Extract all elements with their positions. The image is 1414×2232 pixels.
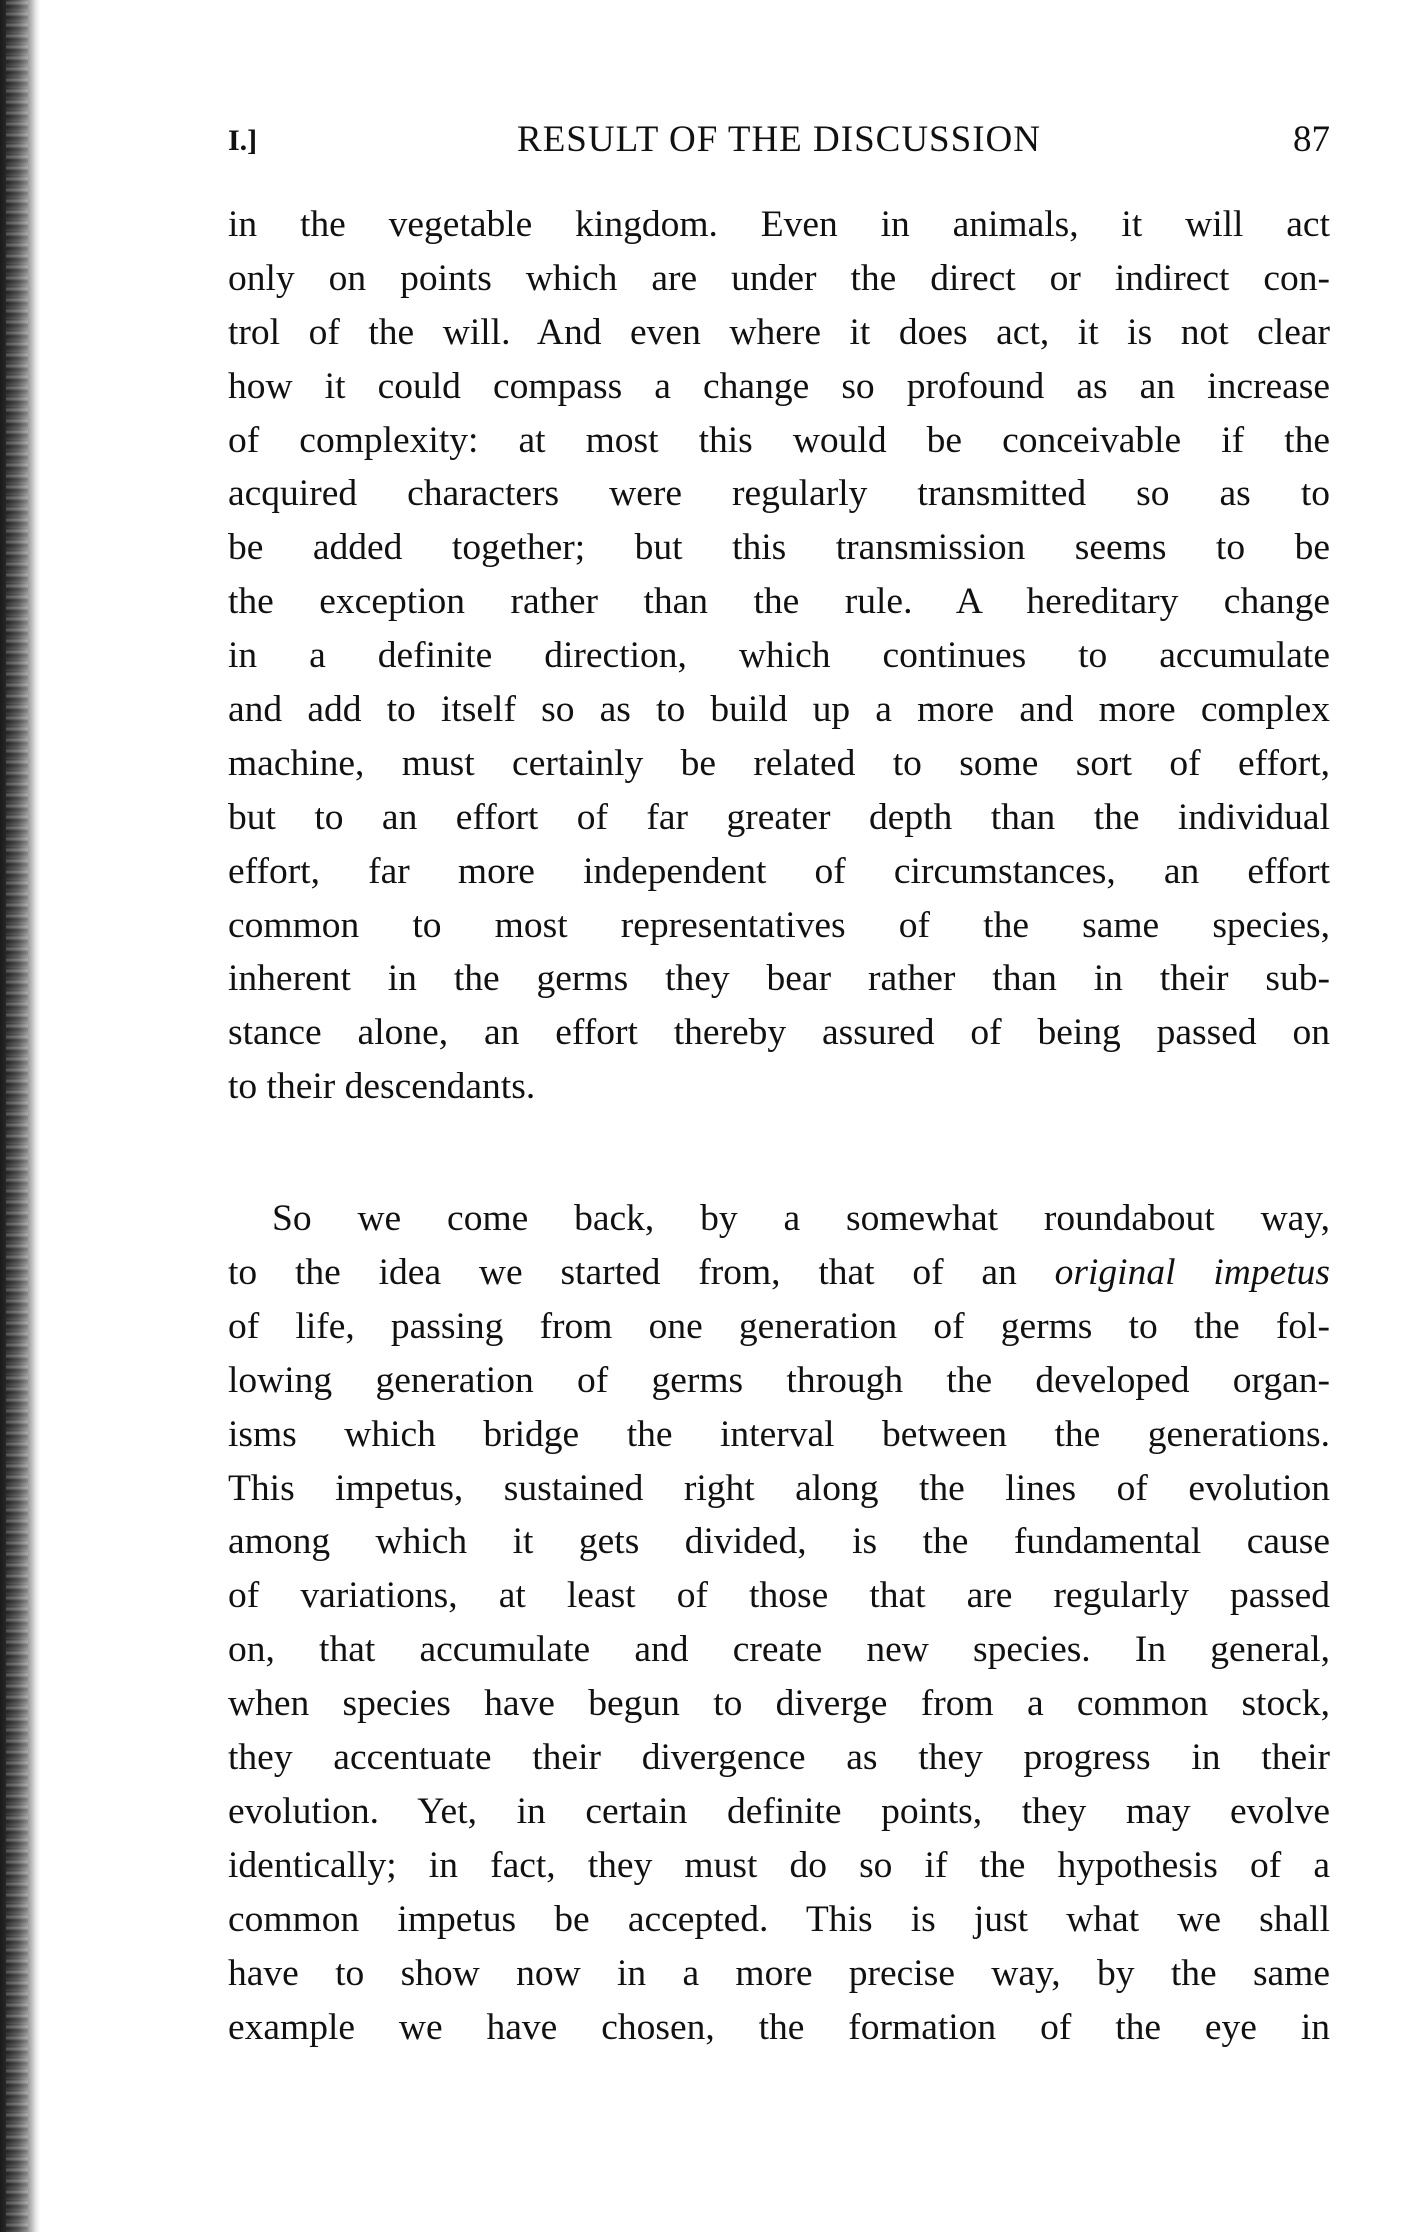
text-line: the exception rather than the rule. A hereditary change	[228, 581, 1330, 623]
text-line: to their descendants.	[228, 1066, 536, 1108]
text-line: be added together; but this transmission seems to be	[228, 527, 1330, 569]
text-line: inherent in the germs they bear rather than in their sub-	[228, 958, 1330, 1000]
text-line: in a definite direction, which continues to accumulate	[228, 635, 1330, 677]
text-line: machine, must certainly be related to some sort of effort,	[228, 742, 1330, 784]
text-line: when species have begun to diverge from a common stock,	[228, 1683, 1330, 1725]
text-line: of life, passing from one generation of germs to the fol-	[228, 1305, 1330, 1347]
text-line: among which it gets divided, is the fundamental cause	[228, 1521, 1330, 1563]
text-line: they accentuate their divergence as they progress in their	[228, 1737, 1330, 1779]
text-line: but to an effort of far greater depth than the individual	[228, 796, 1330, 838]
paragraph-gap	[228, 1114, 1330, 1192]
running-title: RESULT OF THE DISCUSSION	[517, 119, 1041, 160]
text-line: lowing generation of germs through the developed organ-	[228, 1359, 1330, 1401]
text-line: trol of the will. And even where it does act, it is not clear	[228, 311, 1330, 353]
page-number: 87	[1293, 119, 1330, 160]
text-line: example we have chosen, the formation of the eye in	[228, 2006, 1330, 2048]
italic-phrase: original impetus	[1054, 1252, 1330, 1294]
paragraph-2	[228, 1192, 1330, 2054]
text-line: have to show now in a more precise way, by the same	[228, 1952, 1330, 1994]
text-line: evolution. Yet, in certain definite points, they may evolve	[228, 1790, 1330, 1832]
text-line: on, that accumulate and create new species. In general,	[228, 1629, 1330, 1671]
body-text	[228, 198, 1330, 2054]
text-line: So we come back, by a somewhat roundabout way,	[272, 1198, 1330, 1240]
text-line: effort, far more independent of circumstances, an effort	[228, 850, 1330, 892]
text-run: to the idea we started from, that of an	[228, 1252, 1055, 1294]
text-line: of variations, at least of those that are regularly passed	[228, 1575, 1330, 1617]
text-line: of complexity: at most this would be conceivable if the	[228, 419, 1330, 461]
text-line: common impetus be accepted. This is just what we shall	[228, 1898, 1330, 1940]
text-line: isms which bridge the interval between the generations.	[228, 1413, 1330, 1455]
text-line: common to most representatives of the same species,	[228, 904, 1330, 946]
paragraph-1	[228, 198, 1330, 1114]
text-line-with-italic	[228, 1246, 1330, 1300]
text-line: and add to itself so as to build up a more and more complex	[228, 689, 1330, 731]
running-head	[228, 118, 1330, 166]
text-line: This impetus, sustained right along the lines of evolution	[228, 1467, 1330, 1509]
text-line: in the vegetable kingdom. Even in animals, it will act	[228, 204, 1330, 245]
text-line: stance alone, an effort thereby assured of being passed on	[228, 1012, 1330, 1054]
text-line: how it could compass a change so profound as an increase	[228, 365, 1330, 407]
text-line: identically; in fact, they must do so if the hypothesis of a	[228, 1844, 1330, 1886]
page-gutter-shadow	[0, 0, 40, 2232]
text-line: only on points which are under the direct or indirect con-	[228, 257, 1330, 299]
chapter-marker: I.]	[228, 124, 258, 157]
text-line: acquired characters were regularly transmitted so as to	[228, 473, 1330, 515]
